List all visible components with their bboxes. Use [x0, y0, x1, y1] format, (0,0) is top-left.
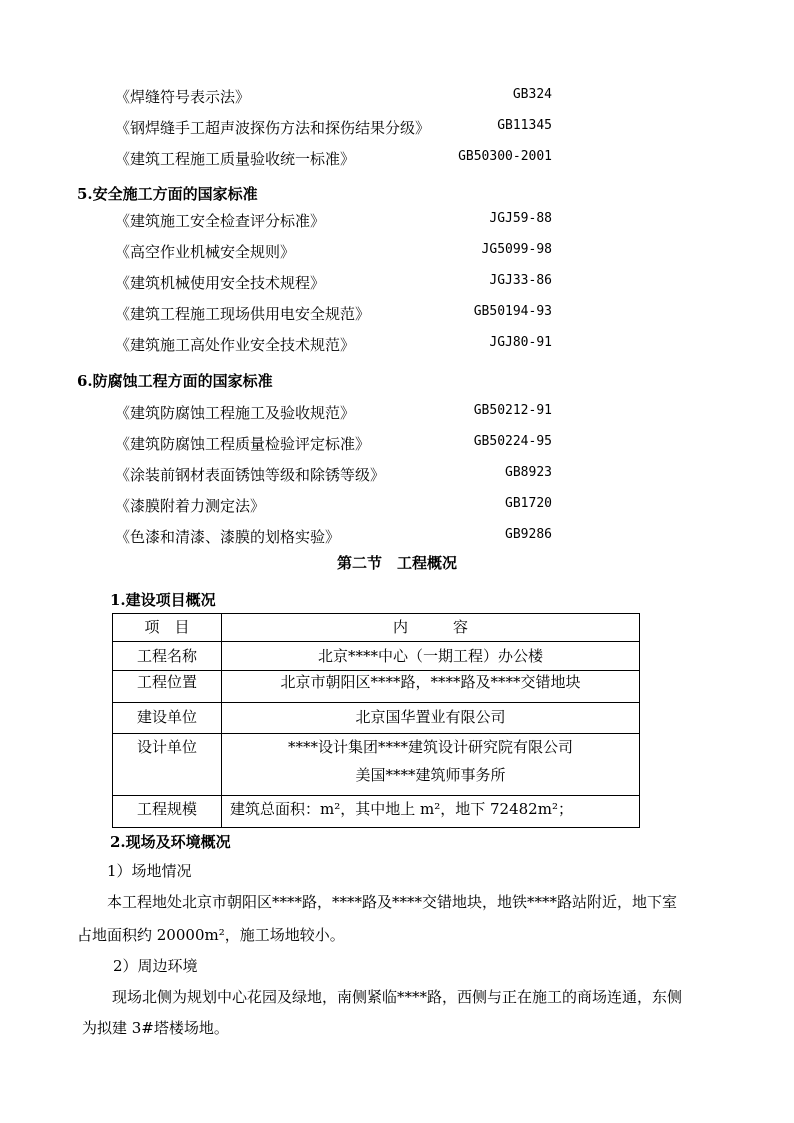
project-info-table	[112, 613, 640, 828]
standard-name: 《高空作业机械安全规则》	[115, 243, 296, 261]
table-value-cell: 北京****中心（一期工程）办公楼	[222, 642, 640, 671]
paragraph-line: 占地面积约 20000m²，施工场地较小。	[77, 926, 345, 944]
standard-code: GB50194-93	[473, 304, 552, 319]
section-heading: 6.防腐蚀工程方面的国家标准	[77, 372, 273, 390]
table-value-cell	[222, 734, 640, 796]
table-header-cell: 内 容	[222, 614, 640, 642]
standard-code: GB1720	[505, 496, 552, 511]
table-value-cell: 北京国华置业有限公司	[222, 703, 640, 734]
table-row	[113, 703, 640, 734]
table-label-cell: 设计单位	[113, 734, 222, 796]
standard-code: GB50224-95	[473, 434, 552, 449]
paragraph-line: 现场北侧为规划中心花园及绿地，南侧紧临****路，西侧与正在施工的商场连通，东侧	[112, 988, 683, 1006]
standard-name: 《建筑防腐蚀工程质量检验评定标准》	[115, 435, 371, 453]
table-row	[113, 671, 640, 703]
standard-row	[0, 84, 794, 108]
standard-row	[0, 493, 794, 517]
table-value-line: 美国****建筑师事务所	[355, 766, 506, 784]
table-header-row	[113, 614, 640, 642]
table-row	[113, 734, 640, 796]
paragraph-line: 为拟建 3#塔楼场地。	[82, 1019, 229, 1037]
standard-name: 《建筑施工高处作业安全技术规范》	[115, 336, 356, 354]
standard-code: GB9286	[505, 527, 552, 542]
table-value-cell: 北京市朝阳区****路，****路及****交错地块	[222, 671, 640, 703]
table-value-cell: 建筑总面积：m²，其中地上 m²，地下 72482m²；	[222, 796, 640, 828]
table-value-line: ****设计集团****建筑设计研究院有限公司	[287, 738, 573, 756]
standard-code: GB50300-2001	[458, 149, 552, 164]
standard-name: 《建筑施工安全检查评分标准》	[115, 212, 326, 230]
standard-code: GB11345	[497, 118, 552, 133]
standard-code: JGJ80-91	[489, 335, 552, 350]
standard-name: 《焊缝符号表示法》	[115, 88, 251, 106]
sub-heading: 2）周边环境	[113, 957, 198, 975]
standard-name: 《漆膜附着力测定法》	[115, 497, 266, 515]
standard-row	[0, 239, 794, 263]
standard-row	[0, 208, 794, 232]
subsection-heading: 1.建设项目概况	[110, 591, 216, 609]
standard-name: 《色漆和清漆、漆膜的划格实验》	[115, 528, 341, 546]
standard-name: 《建筑机械使用安全技术规程》	[115, 274, 326, 292]
table-label-cell: 工程位置	[113, 671, 222, 703]
standard-code: JGJ33-86	[489, 273, 552, 288]
standard-code: JG5099-98	[481, 242, 552, 257]
standard-row	[0, 332, 794, 356]
standard-name: 《钢焊缝手工超声波探伤方法和探伤结果分级》	[115, 119, 431, 137]
table-row	[113, 642, 640, 671]
standard-row	[0, 462, 794, 486]
standard-code: GB324	[512, 87, 552, 102]
table-label-cell: 工程规模	[113, 796, 222, 828]
standard-row	[0, 524, 794, 548]
standard-row	[0, 270, 794, 294]
standard-row	[0, 146, 794, 170]
standard-name: 《建筑工程施工现场供用电安全规范》	[115, 305, 371, 323]
section-title: 第二节 工程概况	[336, 554, 457, 572]
standard-row	[0, 115, 794, 139]
table-row	[113, 796, 640, 828]
standard-name: 《涂装前钢材表面锈蚀等级和除锈等级》	[115, 466, 386, 484]
standard-row	[0, 301, 794, 325]
standard-code: GB8923	[505, 465, 552, 480]
standard-code: GB50212-91	[473, 403, 552, 418]
table-label-cell: 工程名称	[113, 642, 222, 671]
subsection-heading: 2.现场及环境概况	[110, 833, 231, 851]
standard-row	[0, 400, 794, 424]
standard-name: 《建筑工程施工质量验收统一标准》	[115, 150, 356, 168]
standard-row	[0, 431, 794, 455]
standard-name: 《建筑防腐蚀工程施工及验收规范》	[115, 404, 356, 422]
table-header-cell: 项 目	[113, 614, 222, 642]
section-heading: 5.安全施工方面的国家标准	[77, 185, 258, 203]
table-label-cell: 建设单位	[113, 703, 222, 734]
paragraph-line: 本工程地处北京市朝阳区****路，****路及****交错地块，地铁****路站附近，地下室	[107, 893, 678, 911]
sub-heading: 1）场地情况	[107, 862, 192, 880]
standard-code: JGJ59-88	[489, 211, 552, 226]
